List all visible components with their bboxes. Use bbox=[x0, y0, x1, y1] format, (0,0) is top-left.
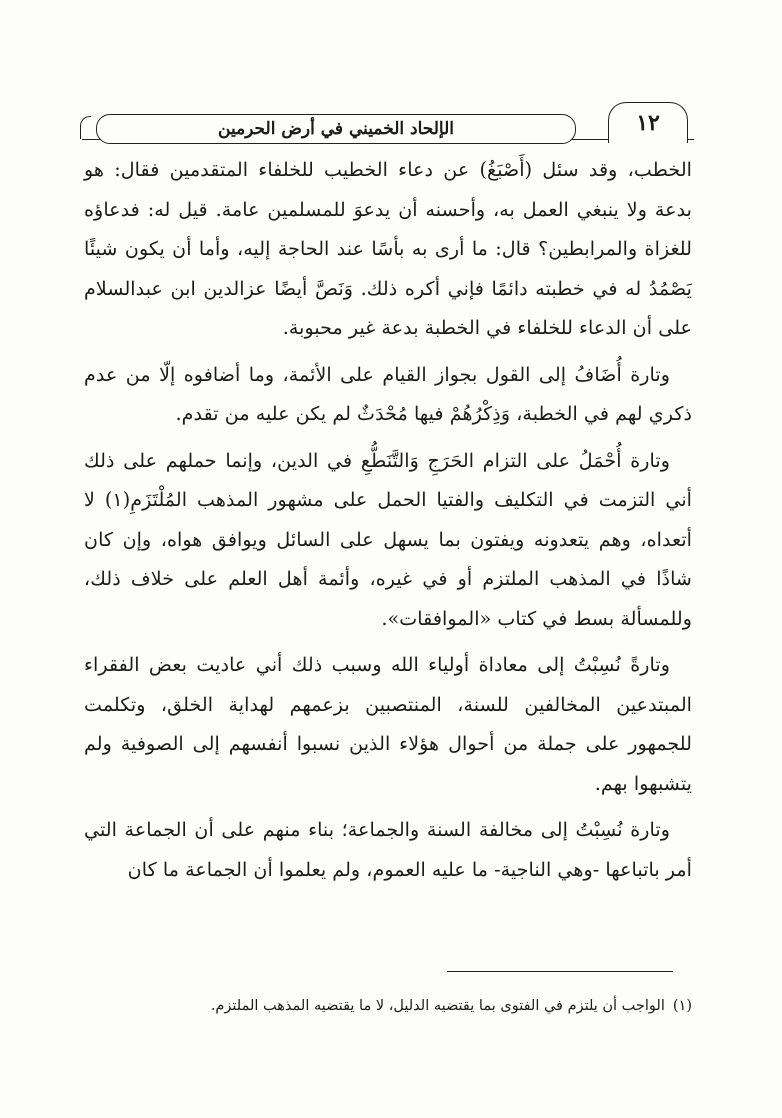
paragraph: وتارة نُسِبْتُ إلى مخالفة السنة والجماعة؛ بناء منهم على أن الجماعة التي أمر باتباعها -وهي الناجية- ما عليه العموم، ولم يعلموا أن الجماعة ما كان bbox=[84, 818, 692, 881]
running-title: الإلحاد الخميني في أرض الحرمين bbox=[218, 119, 455, 139]
page-number-frame bbox=[608, 102, 688, 143]
paragraph: وتارة أُضَافُ إلى القول بجواز القيام على الأئمة، وما أضافوه إلّا من عدم ذكري لهم في الخطبة، وَذِكْرُهُمْ فيها مُحْدَثٌ لم يكن عليه من تقدم. bbox=[84, 362, 692, 425]
paragraph: وتارةً نُسِبْتُ إلى معاداة أولياء الله وسبب ذلك أني عاديت بعض الفقراء المبتدعين المخالفين للسنة، المنتصبين بزعمهم لهداية الخلق، وتكلمت للجمهور على جملة من أحوال هؤلاء الذين نسبوا أنفسهم إلى الصوفية ولم يتشبهوا بهم. bbox=[84, 653, 692, 795]
header-ornament bbox=[80, 116, 91, 139]
paragraph: وتارة أُحْمَلُ على التزام الحَرَجِ وَالتَّنَطُّعِ في الدين، وإنما حملهم على ذلك أني التزمت في التكليف والفتيا الحمل على مشهور المذهب المُلْتَزَمِ(١) لا أتعداه، وهم يتعدونه ويفتون بما يسهل على السائل ويوافق هواه، وإن كان شاذًا في المذهب الملتزم أو في غيره، وأئمة أهل العلم على خلاف ذلك، وللمسألة بسط في كتاب «الموافقات». bbox=[84, 448, 692, 630]
running-title-frame bbox=[96, 114, 576, 144]
footnote-number: (١) bbox=[672, 998, 692, 1014]
main-text bbox=[84, 150, 692, 896]
paragraph: الخطب، وقد سئل (أَصْبَغُ) عن دعاء الخطيب للخلفاء المتقدمين فقال: هو بدعة ولا ينبغي العمل به، وأحسنه أن يدعوَ للمسلمين عامة. قيل له: فدعاؤه للغزاة والمرابطين؟ قال: ما أرى به بأسًا عند الحاجة إليه، وأما أن يكون شيئًا يَصْمُدُ له في خطبته دائمًا فإني أكره ذلك. وَنَصَّ أيضًا عزالدين ابن عبدالسلام على أن الدعاء للخلفاء في الخطبة بدعة غير محبوبة. bbox=[84, 158, 692, 339]
page-number: ١٢ bbox=[636, 110, 660, 136]
footnote bbox=[170, 994, 692, 1018]
footnote-text: الواجب أن يلتزم في الفتوى بما يقتضيه الدليل، لا ما يقتضيه المذهب الملتزم. bbox=[210, 998, 665, 1014]
footnote-separator bbox=[447, 971, 673, 972]
page-header bbox=[82, 100, 694, 144]
